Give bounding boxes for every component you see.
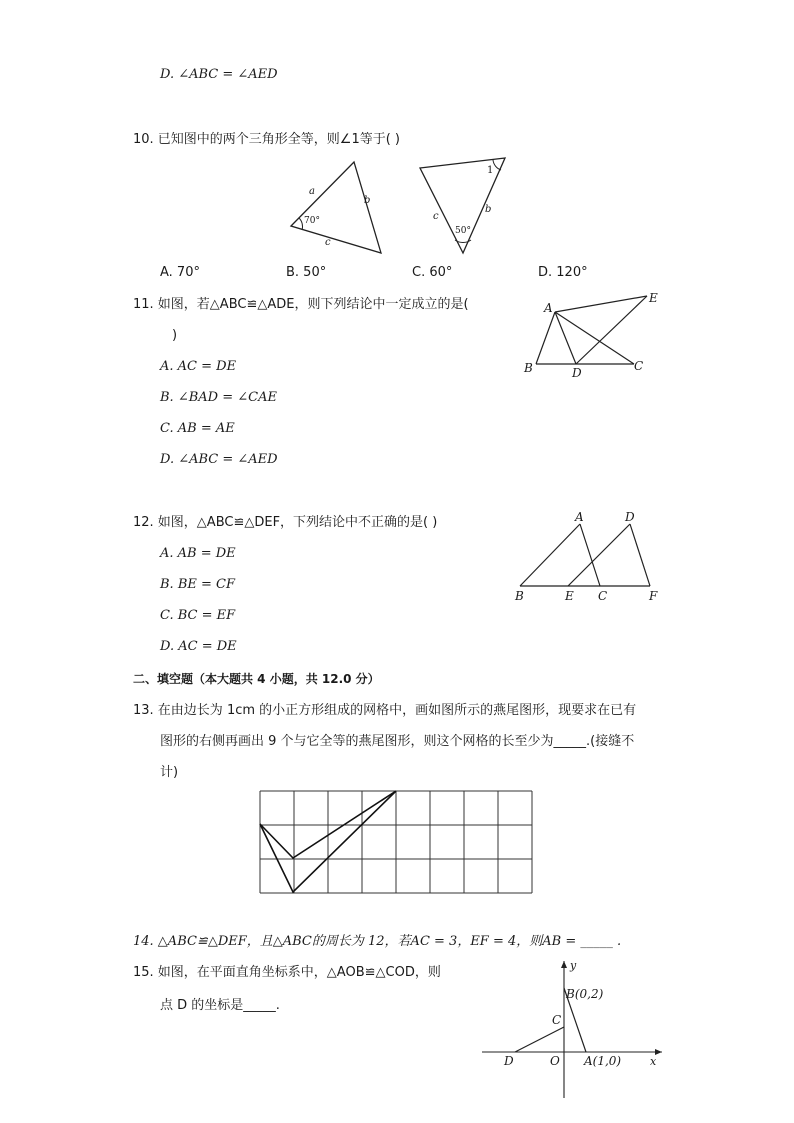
q10-t1-side-c: c [325, 237, 331, 248]
q15-label-a: A(1,0) [584, 1054, 622, 1068]
q15-label-o: O [550, 1054, 560, 1068]
q13-line2: 图形的右侧再画出 9 个与它全等的燕尾图形，则这个网格的长至少为_____.(接缝不 [160, 734, 635, 749]
q10-option-b: B. 50° [286, 265, 327, 280]
q11-option-b: B. ∠BAD = ∠CAE [160, 390, 277, 405]
q12-figure [510, 508, 670, 603]
q10-option-c: C. 60° [412, 265, 453, 280]
q10-t1-side-a: a [309, 186, 315, 197]
q11-option-a: A. AC = DE [160, 359, 237, 374]
q10-t2-side-b: b [485, 204, 492, 215]
q11-label-a: A [544, 301, 553, 315]
q11-stem: 11. 如图，若△ABC≌△ADE，则下列结论中一定成立的是( [133, 297, 469, 312]
q12-label-f: F [649, 589, 658, 603]
q12-label-c: C [598, 589, 608, 603]
q10-stem: 10. 已知图中的两个三角形全等，则∠1等于( ) [133, 132, 401, 147]
q15-label-b: B(0,2) [566, 987, 604, 1001]
q11-option-d: D. ∠ABC = ∠AED [160, 452, 278, 467]
q14-text: 14. △ABC≌△DEF，且△ABC的周长为 12，若AC = 3，EF = 4，则AB = _____ . [133, 934, 622, 949]
q15-axis-y: y [570, 959, 577, 972]
q12-option-a: A. AB = DE [160, 546, 236, 561]
q15-axis-x: x [650, 1055, 657, 1068]
q13-grid-figure [259, 790, 535, 895]
q11-figure [520, 290, 660, 380]
q12-option-d: D. AC = DE [160, 639, 237, 654]
q11-label-c: C [634, 359, 644, 373]
q10-t2-mark: 1 [487, 165, 494, 176]
q11-label-e: E [649, 291, 658, 305]
q9-option-d: D. ∠ABC = ∠AED [160, 67, 278, 82]
q10-t1-angle: 70° [304, 216, 320, 226]
q10-triangle-right [415, 153, 510, 258]
q15-coordinate-figure [480, 955, 670, 1105]
q12-label-b: B [515, 589, 524, 603]
q13-line3: 计) [160, 765, 179, 780]
q10-t2-side-c: c [433, 211, 439, 222]
q11-label-d: D [572, 366, 582, 380]
q13-line1: 13. 在由边长为 1cm 的小正方形组成的网格中，画如图所示的燕尾图形，现要求在已有 [133, 703, 637, 718]
q11-stem-close: ) [172, 328, 178, 343]
q11-option-c: C. AB = AE [160, 421, 235, 436]
q12-label-e: E [565, 589, 574, 603]
q15-line2: 点 D 的坐标是_____. [160, 998, 280, 1013]
q12-label-d: D [625, 510, 635, 524]
q12-option-c: C. BC = EF [160, 608, 236, 623]
q12-label-a: A [575, 510, 584, 524]
q15-line1: 15. 如图，在平面直角坐标系中，△AOB≌△COD，则 [133, 965, 441, 980]
q11-label-b: B [524, 361, 533, 375]
q10-t2-angle: 50° [455, 226, 471, 236]
q10-triangle-left [285, 155, 405, 260]
q10-option-a: A. 70° [160, 265, 200, 280]
q12-stem: 12. 如图，△ABC≌△DEF，下列结论中不正确的是( ) [133, 515, 438, 530]
q15-label-c: C [552, 1013, 562, 1027]
q12-option-b: B. BE = CF [160, 577, 235, 592]
section-title-fill-blank: 二、填空题（本大题共 4 小题，共 12.0 分） [133, 672, 380, 686]
q10-t1-side-b: b [364, 195, 371, 206]
q15-label-d: D [504, 1054, 514, 1068]
q10-option-d: D. 120° [538, 265, 588, 280]
